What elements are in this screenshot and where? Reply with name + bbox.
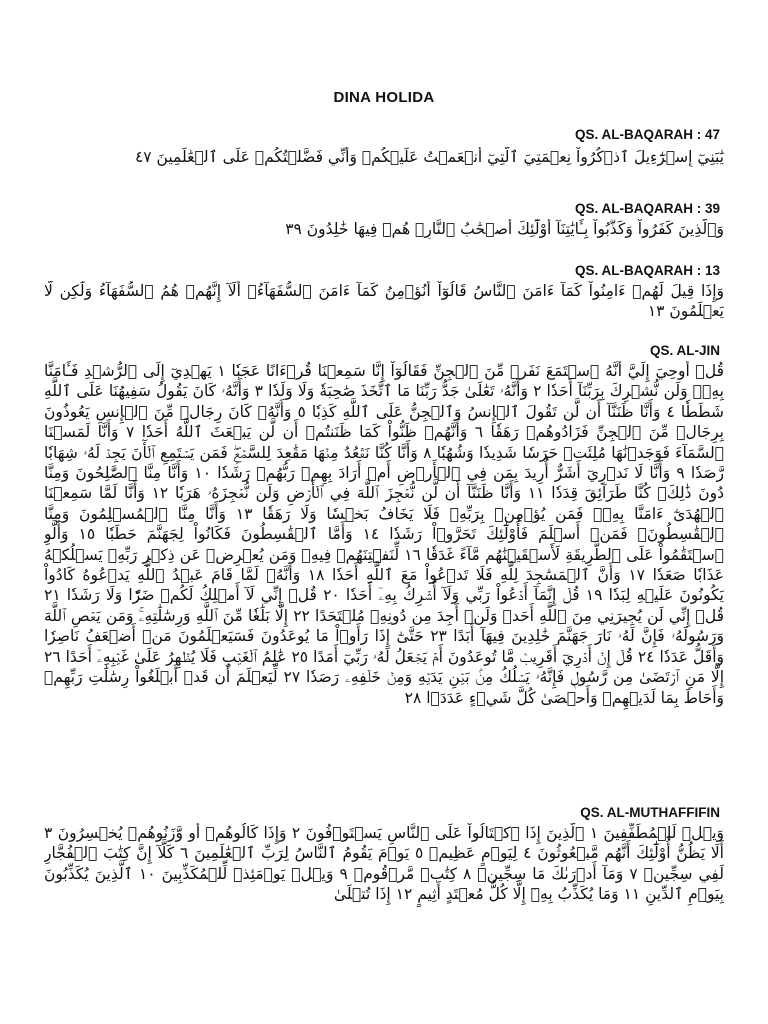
section-label-al-muthaffifin: QS. AL-MUTHAFFIFIN bbox=[580, 805, 720, 820]
verse-text-al-jin: قُلۡ أُوحِيَ إِلَيَّ أَنَّهُ ٱسۡتَمَعَ نَفَرٞ مِّنَ ٱلۡجِنِّ فَقَالُوٓاْ إِنَّا سَمِعۡنَا قُرۡءَانًا عَجَبٗا ١ يَهۡدِيٓ إِلَى ٱلرُّشۡدِ فَـَٔامَنَّا بِهِۦۖ وَلَن نُّشۡرِكَ بِرَبِّنَآ أَحَدٗا ٢ وَأَنَّهُۥ تَعَٰلَىٰ جَدُّ رَبِّنَا مَا ٱتَّخَذَ صَٰحِبَةٗ وَلَا وَلَدٗا ٣ وَأَنَّهُۥ كَانَ يَقُولُ سَفِيهُنَا عَلَى ٱللَّهِ شَطَطٗا ٤ وَأَنَّا ظَنَنَّآ أَن لَّن تَقُولَ ٱلۡإِنسُ وَٱلۡجِنُّ عَلَى ٱللَّهِ كَذِبٗا ٥ وَأَنَّهُۥ كَانَ رِجَالٞ مِّنَ ٱلۡإِنسِ يَعُوذُونَ بِرِجَالٖ مِّنَ ٱلۡجِنِّ فَزَادُوهُمۡ رَهَقٗا ٦ وَأَنَّهُمۡ ظَنُّواْ كَمَا ظَنَنتُمۡ أَن لَّن يَبۡعَثَ ٱللَّهُ أَحَدٗا ٧ وَأَنَّا لَمَسۡنَا ٱلسَّمَآءَ فَوَجَدۡنَٰهَا مُلِئَتۡ حَرَسٗا شَدِيدٗا وَشُهُبٗا ٨ وَأَنَّا كُنَّا نَقۡعُدُ مِنۡهَا مَقَٰعِدَ لِلسَّمۡعِۖ فَمَن يَسۡتَمِعِ ٱلۡأٓنَ يَجِدۡ لَهُۥ شِهَابٗا رَّصَدٗا ٩ وَأَنَّا لَا نَدۡرِيٓ أَشَرٌّ أُرِيدَ بِمَن فِي ٱلۡأَرۡضِ أَمۡ أَرَادَ بِهِمۡ رَبُّهُمۡ رَشَدٗا ١٠ وَأَنَّا مِنَّا ٱلصَّٰلِحُونَ وَمِنَّا دُونَ ذَٰلِكَۖ كُنَّا طَرَآئِقَ قِدَدٗا ١١ وَأَنَّا ظَنَنَّآ أَن لَّن نُّعۡجِزَ ٱللَّهَ فِي ٱلۡأَرۡضِ وَلَن نُّعۡجِزَهُۥ هَرَبٗا ١٢ وَأَنَّا لَمَّا سَمِعۡنَا ٱلۡهُدَىٰٓ ءَامَنَّا بِهِۦۖ فَمَن يُؤۡمِنۢ بِرَبِّهِۦ فَلَا يَخَافُ بَخۡسٗا وَلَا رَهَقٗا ١٣ وَأَنَّا مِنَّا ٱلۡمُسۡلِمُونَ وَمِنَّا ٱلۡقَٰسِطُونَۖ فَمَنۡ أَسۡلَمَ فَأُوْلَٰٓئِكَ تَحَرَّوۡاْ رَشَدٗا ١٤ وَأَمَّا ٱلۡقَٰسِطُونَ فَكَانُواْ لِجَهَنَّمَ حَطَبٗا ١٥ وَأَلَّوِ ٱسۡتَقَٰمُواْ عَلَى ٱلطَّرِيقَةِ لَأَسۡقَيۡنَٰهُم مَّآءً غَدَقٗا ١٦ لِّنَفۡتِنَهُمۡ فِيهِۚ وَمَن يُعۡرِضۡ عَن ذِكۡرِ رَبِّهِۦ يَسۡلُكۡهُ عَذَابٗا صَعَدٗا ١٧ وَأَنَّ ٱلۡمَسَٰجِدَ لِلَّهِ فَلَا تَدۡعُواْ مَعَ ٱللَّهِ أَحَدٗا ١٨ وَأَنَّهُۥ لَمَّا قَامَ عَبۡدُ ٱللَّهِ يَدۡعُوهُ كَادُواْ يَكُونُونَ عَلَيۡهِ لِبَدٗا ١٩ قُلۡ إِنَّمَآ أَدۡعُواْ رَبِّي وَلَآ أُشۡرِكُ بِهِۦٓ أَحَدٗا ٢٠ قُلۡ إِنِّي لَآ أَمۡلِكُ لَكُمۡ ضَرّٗا وَلَا رَشَدٗا ٢١ قُلۡ إِنِّي لَن يُجِيرَنِي مِنَ ٱللَّهِ أَحَدٞ وَلَنۡ أَجِدَ مِن دُونِهِۦ مُلۡتَحَدًا ٢٢ إِلَّا بَلَٰغٗا مِّنَ ٱللَّهِ وَرِسَٰلَٰتِهِۦۚ وَمَن يَعۡصِ ٱللَّهَ وَرَسُولَهُۥ فَإِنَّ لَهُۥ نَارَ جَهَنَّمَ خَٰلِدِينَ فِيهَآ أَبَدًا ٢٣ حَتَّىٰٓ إِذَا رَأَوۡاْ مَا يُوعَدُونَ فَسَيَعۡلَمُونَ مَنۡ أَضۡعَفُ نَاصِرٗا وَأَقَلُّ عَدَدٗا ٢٤ قُلۡ إِنۡ أَدۡرِيٓ أَقَرِيبٞ مَّا تُوعَدُونَ أَمۡ يَجۡعَلُ لَهُۥ رَبِّيٓ أَمَدًا ٢٥ عَٰلِمُ ٱلۡغَيۡبِ فَلَا يُظۡهِرُ عَلَىٰ غَيۡبِهِۦٓ أَحَدًا ٢٦ إِلَّا مَنِ ٱرۡتَضَىٰ مِن رَّسُولٖ فَإِنَّهُۥ يَسۡلُكُ مِنۢ بَيۡنِ يَدَيۡهِ وَمِنۡ خَلۡفِهِۦ رَصَدٗا ٢٧ لِّيَعۡلَمَ أَن قَدۡ أَبۡلَغُواْ رِسَٰلَٰتِ رَبِّهِمۡ وَأَحَاطَ بِمَا لَدَيۡهِمۡ وَأَحۡصَىٰ كُلَّ شَيۡءٍ عَدَدَۢا ٢٨ bbox=[44, 362, 724, 707]
verse-text-baqarah-47: يَٰبَنِيٓ إِسۡرَٰٓءِيلَ ٱذۡكُرُواْ نِعۡمَتِيَ ٱلَّتِيٓ أَنۡعَمۡتُ عَلَيۡكُمۡ وَأَنِّي فَضَّلۡتُكُمۡ عَلَى ٱلۡعَٰلَمِينَ ٤٧ bbox=[134, 148, 724, 166]
verse-text-baqarah-13: وَإِذَا قِيلَ لَهُمۡ ءَامِنُواْ كَمَآ ءَامَنَ ٱلنَّاسُ قَالُوٓاْ أَنُؤۡمِنُ كَمَآ ءَامَنَ ٱلسُّفَهَآءُۗ أَلَآ إِنَّهُمۡ هُمُ ٱلسُّفَهَآءُ وَلَٰكِن لَّا يَعۡلَمُونَ ١٣ bbox=[44, 282, 724, 321]
section-label-baqarah-13: QS. AL-BAQARAH : 13 bbox=[574, 263, 720, 278]
document-title: DINA HOLIDA bbox=[333, 89, 435, 106]
section-label-baqarah-47: QS. AL-BAQARAH : 47 bbox=[574, 127, 720, 142]
section-label-al-jin: QS. AL-JIN bbox=[649, 343, 720, 358]
section-label-baqarah-39: QS. AL-BAQARAH : 39 bbox=[574, 201, 720, 216]
verse-text-baqarah-39: وَٱلَّذِينَ كَفَرُواْ وَكَذَّبُواْ بِـَٔايَٰتِنَآ أُوْلَٰٓئِكَ أَصۡحَٰبُ ٱلنَّارِۖ هُمۡ فِيهَا خَٰلِدُونَ ٣٩ bbox=[285, 220, 724, 238]
verse-text-al-muthaffifin: وَيۡلٞ لِّلۡمُطَفِّفِينَ ١ ٱلَّذِينَ إِذَا ٱكۡتَالُواْ عَلَى ٱلنَّاسِ يَسۡتَوۡفُونَ ٢ وَإِذَا كَالُوهُمۡ أَو وَّزَنُوهُمۡ يُخۡسِرُونَ ٣ أَلَا يَظُنُّ أُوْلَٰٓئِكَ أَنَّهُم مَّبۡعُوثُونَ ٤ لِيَوۡمٍ عَظِيمٖ ٥ يَوۡمَ يَقُومُ ٱلنَّاسُ لِرَبِّ ٱلۡعَٰلَمِينَ ٦ كَلَّآ إِنَّ كِتَٰبَ ٱلۡفُجَّارِ لَفِي سِجِّينٖ ٧ وَمَآ أَدۡرَىٰكَ مَا سِجِّينٞ ٨ كِتَٰبٞ مَّرۡقُومٞ ٩ وَيۡلٞ يَوۡمَئِذٖ لِّلۡمُكَذِّبِينَ ١٠ ٱلَّذِينَ يُكَذِّبُونَ بِيَوۡمِ ٱلدِّينِ ١١ وَمَا يُكَذِّبُ بِهِۦٓ إِلَّا كُلُّ مُعۡتَدٍ أَثِيمٍ ١٢ إِذَا تُتۡلَىٰ bbox=[44, 824, 724, 904]
